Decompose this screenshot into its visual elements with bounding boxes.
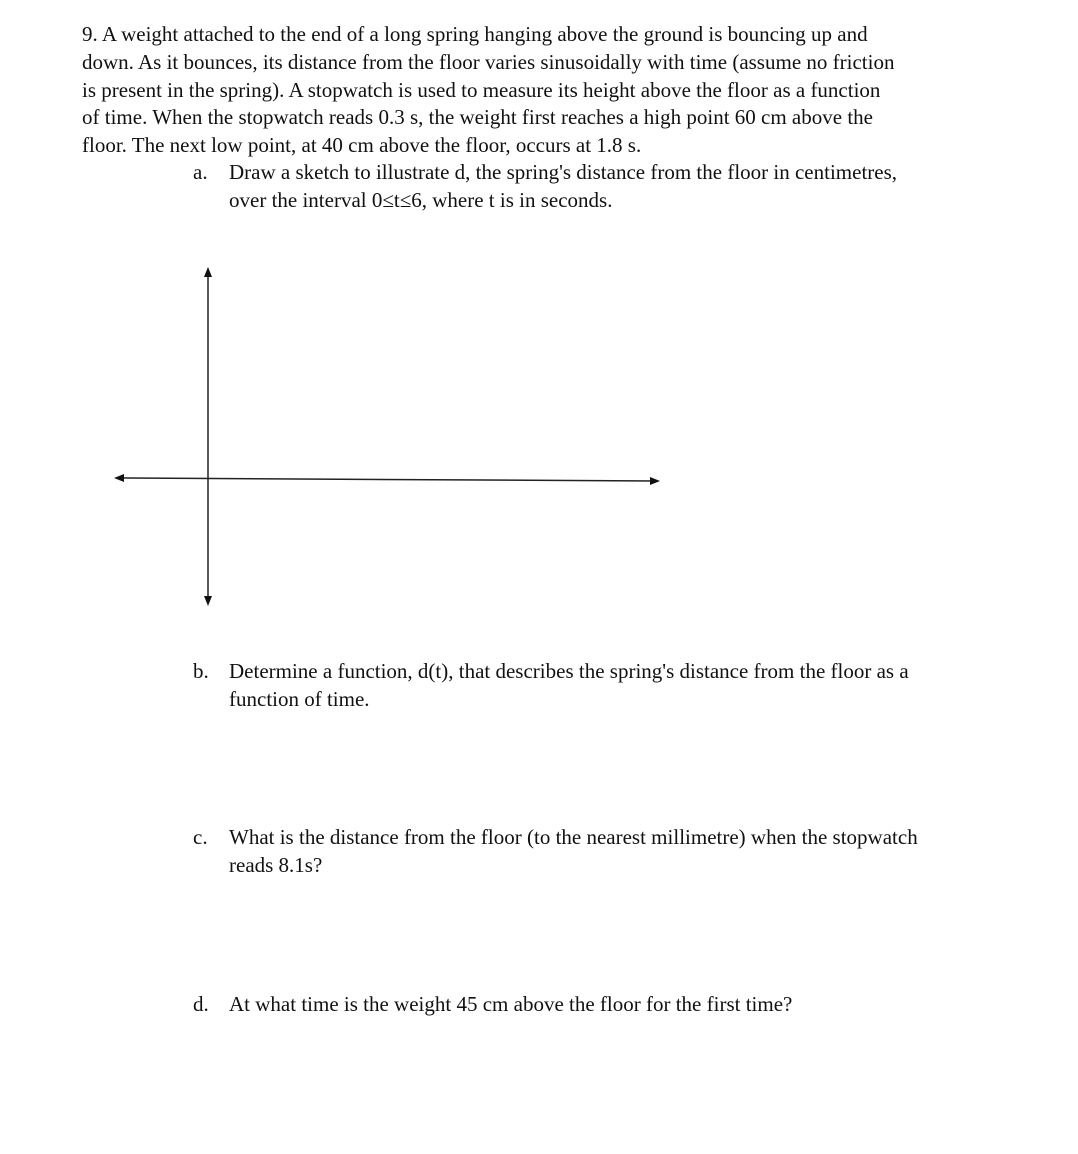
question-line: is present in the spring). A stopwatch is used to measure its height above the floor as a function <box>82 78 881 102</box>
part-text: Determine a function, d(t), that describes the spring's distance from the floor as a <box>229 659 909 683</box>
question-line: down. As it bounces, its distance from the floor varies sinusoidally with time (assume no friction <box>82 50 895 74</box>
question-line: 9. A weight attached to the end of a long spring hanging above the ground is bouncing up and <box>82 22 868 46</box>
part-text: function of time. <box>229 687 370 711</box>
x-axis <box>120 478 654 481</box>
part-label: b. <box>193 659 209 683</box>
x-axis-left-arrow <box>114 474 124 482</box>
part-text: What is the distance from the floor (to the nearest millimetre) when the stopwatch <box>229 825 918 849</box>
part-label: a. <box>193 160 208 184</box>
question-line: of time. When the stopwatch reads 0.3 s, the weight first reaches a high point 60 cm above the <box>82 105 873 129</box>
x-axis-right-arrow <box>650 477 660 485</box>
y-axis-down-arrow <box>204 596 212 606</box>
y-axis-up-arrow <box>204 267 212 277</box>
part-text: Draw a sketch to illustrate d, the spring's distance from the floor in centimetres, <box>229 160 898 184</box>
part-label: d. <box>193 992 209 1016</box>
question-line: floor. The next low point, at 40 cm above the floor, occurs at 1.8 s. <box>82 133 642 157</box>
part-label: c. <box>193 825 208 849</box>
part-text: At what time is the weight 45 cm above the floor for the first time? <box>229 992 793 1016</box>
part-text: over the interval 0≤t≤6, where t is in seconds. <box>229 188 613 212</box>
part-text: reads 8.1s? <box>229 853 323 877</box>
